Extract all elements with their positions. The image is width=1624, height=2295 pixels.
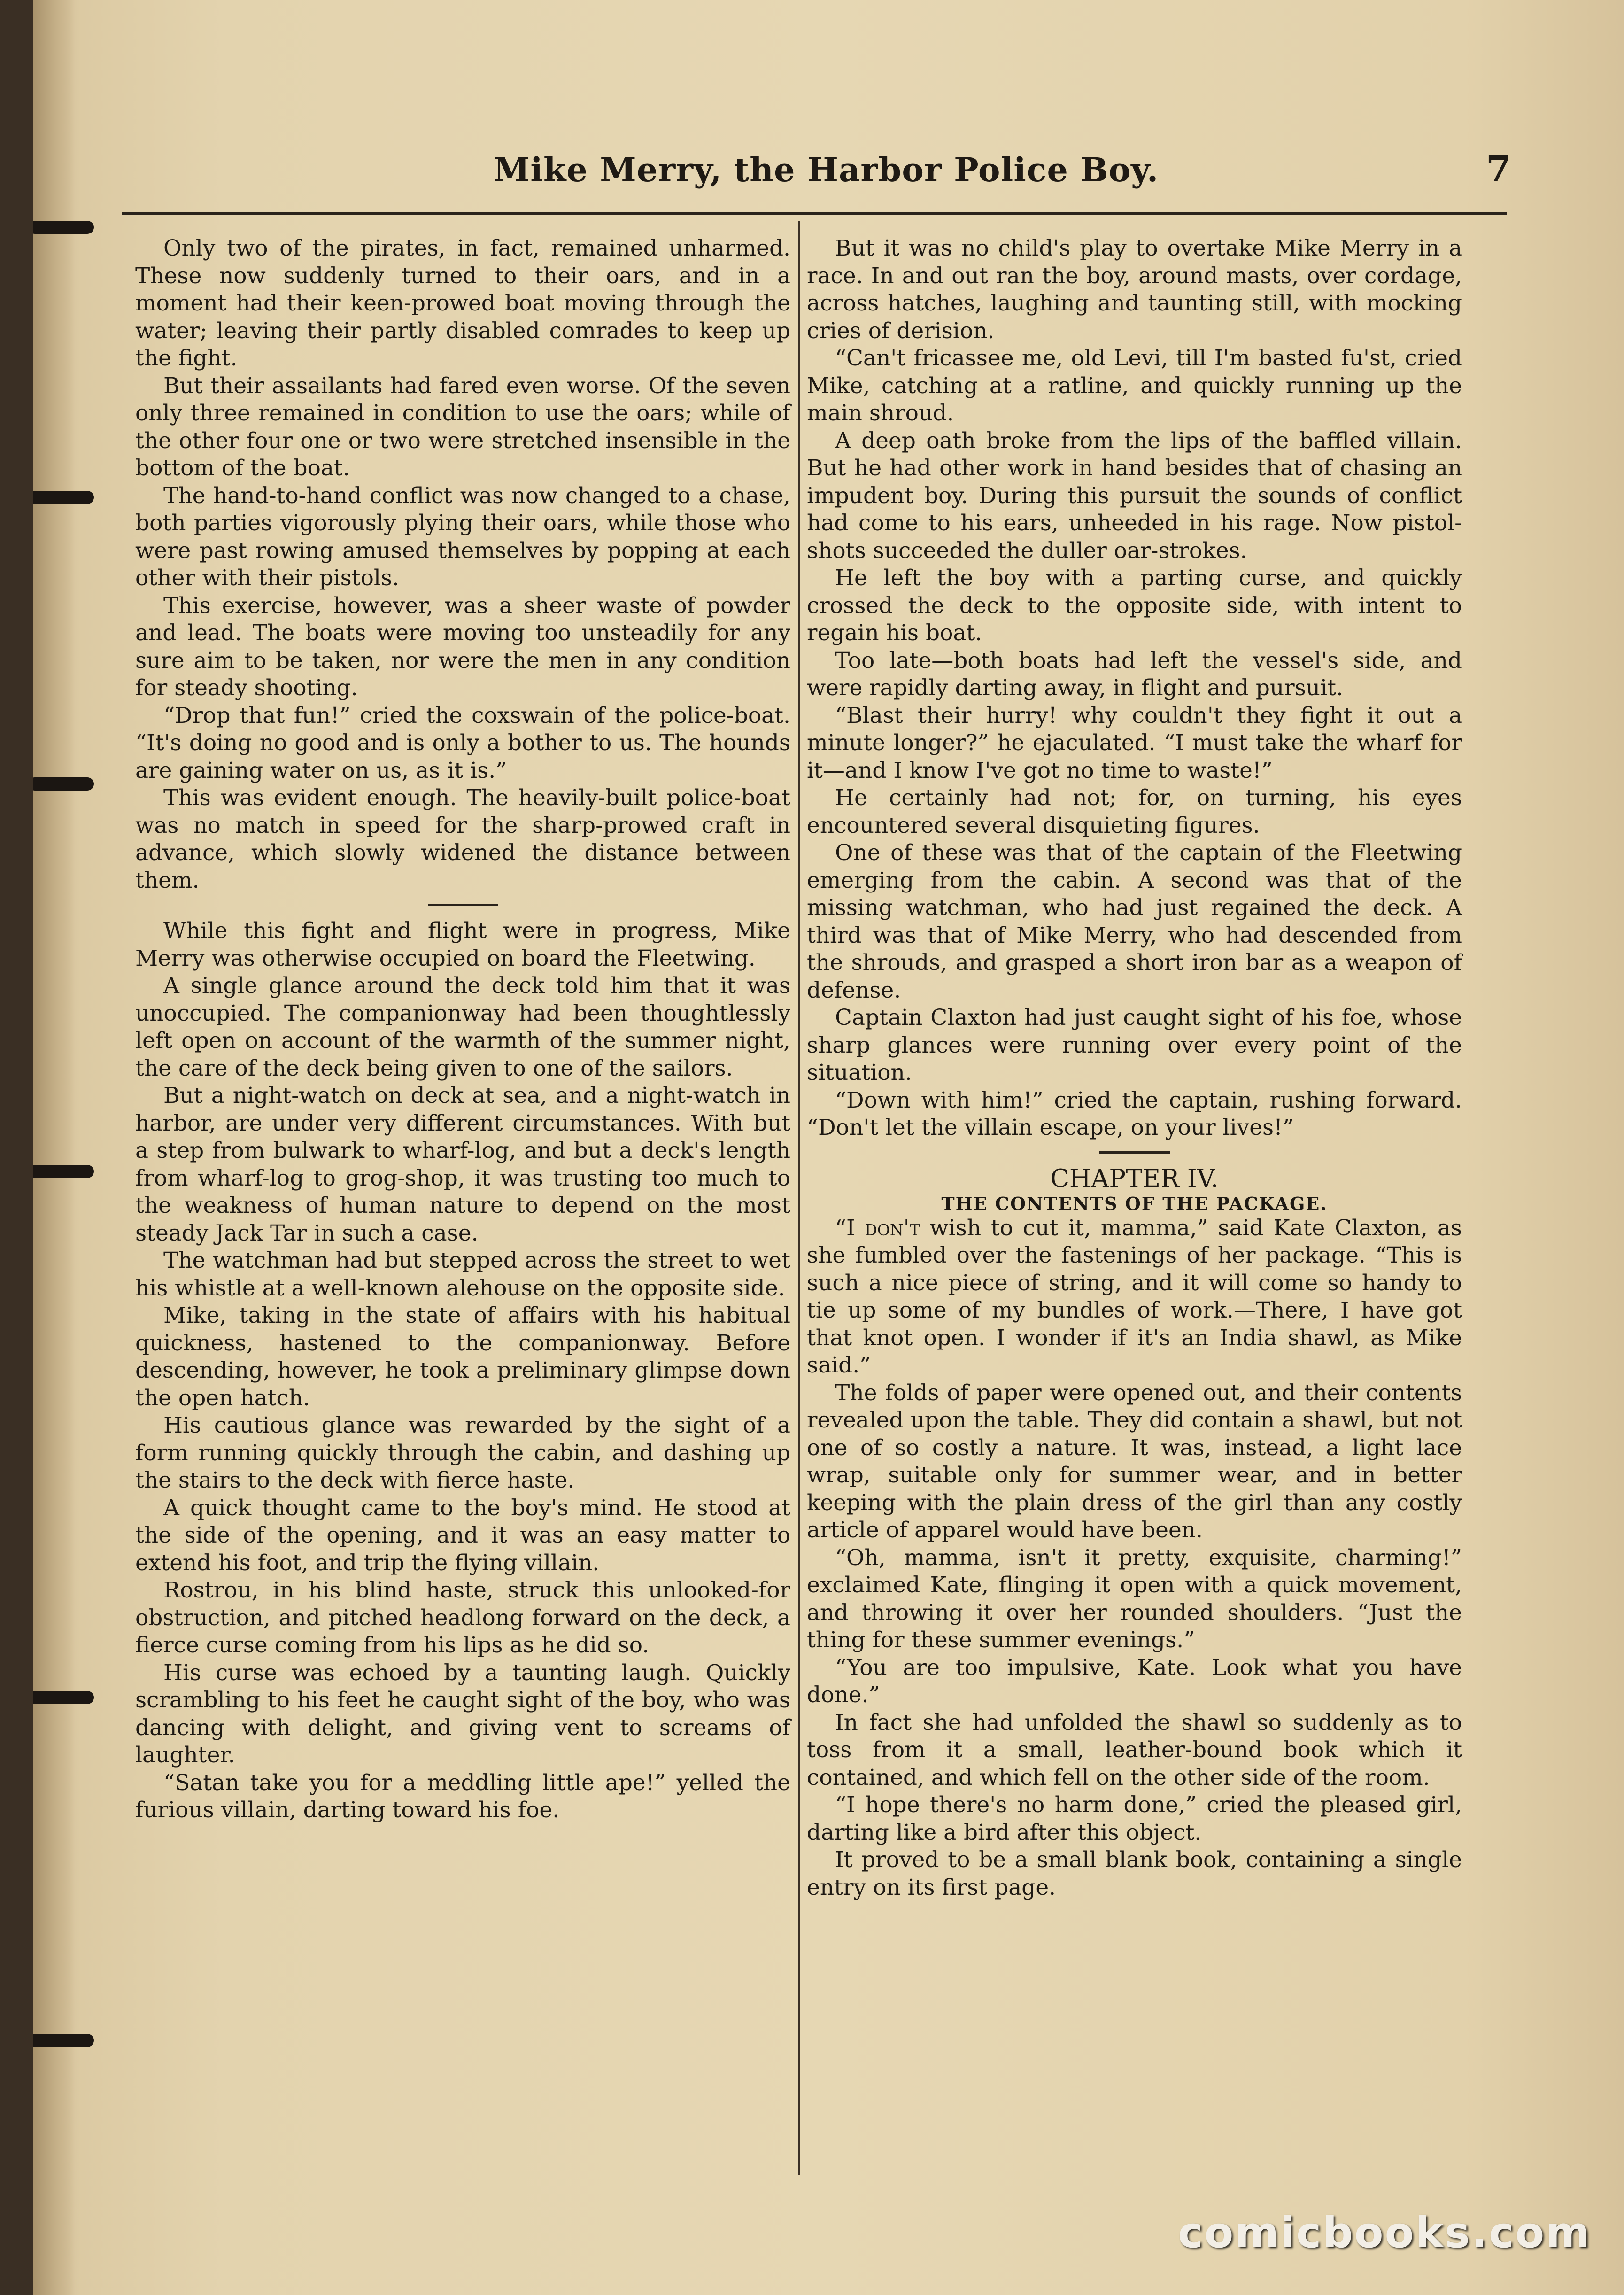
watermark: comicbooks.com: [1178, 2208, 1591, 2257]
paragraph: This exercise, however, was a sheer waste of powder and lead. The boats were moving too unsteadily for any sure aim to be taken, nor were the men in any condition for steady shooting.: [135, 592, 790, 701]
paragraph: Mike, taking in the state of affairs with his habitual quickness, hastened to the companionway. Before descending, however, he took a preliminary glimpse down the open hatch.: [135, 1303, 790, 1411]
paragraph: A single glance around the deck told him that it was unoccupied. The companionway had been thoughtlessly left open on account of the warmth of the summer night, the care of the deck being given to one of the sailors.: [135, 973, 790, 1081]
opening-quote: “I: [835, 1215, 865, 1241]
paragraph: The hand-to-hand conflict was now changed to a chase, both parties vigorously plying their oars, while those who were past rowing amused themselves by popping at each other with their pistols.: [135, 482, 790, 591]
right-column: [807, 235, 1462, 1901]
binding-stitch: [33, 221, 94, 234]
paragraph: A quick thought came to the boy's mind. He stood at the side of the opening, and it was an easy matter to extend his foot, and trip the flying villain.: [135, 1495, 790, 1576]
paragraph: “Oh, mamma, isn't it pretty, exquisite, charming!” exclaimed Kate, flinging it open with a quick movement, and throwing it over her rounded shoulders. “Just the thing for these summer evenings.”: [807, 1544, 1462, 1653]
binding-stitch: [33, 1165, 94, 1178]
column-divider: [798, 221, 800, 2175]
chapter-subtitle: THE CONTENTS OF THE PACKAGE.: [941, 1193, 1328, 1214]
paragraph: But it was no child's play to overtake Mike Merry in a race. In and out ran the boy, around masts, over cordage, across hatches, laughing and taunting still, with mocking cries of derision.: [807, 235, 1462, 344]
paragraph: “You are too impulsive, Kate. Look what you have done.”: [807, 1654, 1462, 1708]
paragraph: His curse was echoed by a taunting laugh. Quickly scrambling to his feet he caught sight of the boy, who was dancing with delight, and giving vent to screams of laughter.: [135, 1659, 790, 1768]
paragraph: This was evident enough. The heavily-built police-boat was no match in speed for the sharp-prowed craft in advance, which slowly widened the distance between them.: [135, 785, 790, 893]
paragraph: While this fight and flight were in progress, Mike Merry was otherwise occupied on board the Fleetwing.: [135, 918, 790, 971]
page-number: 7: [1485, 147, 1511, 190]
page-header: [122, 147, 1530, 207]
paragraph: [807, 1215, 1462, 1380]
binding-stitch: [33, 1691, 94, 1704]
binding-stitch: [33, 2034, 94, 2047]
left-column: [135, 235, 790, 1824]
paragraph: Rostrou, in his blind haste, struck this unlooked-for obstruction, and pitched headlong forward on the deck, a fierce curse coming from his lips as he did so.: [135, 1577, 790, 1658]
header-rule: [122, 212, 1507, 215]
paragraph: The folds of paper were opened out, and their contents revealed upon the table. They did contain a shawl, but not one of so costly a nature. It was, instead, a light lace wrap, suitable only for summer wear, and in better keeping with the plain dress of the girl than any costly article of apparel would have been.: [807, 1380, 1462, 1543]
paragraph: But a night-watch on deck at sea, and a night-watch in harbor, are under very different circumstances. With but a step from bulwark to wharf-log, and but a deck's length from wharf-log to grog-shop, it was trusting too much to the weakness of human nature to depend on the most steady Jack Tar in such a case.: [135, 1083, 790, 1246]
section-separator: [1099, 1151, 1170, 1154]
small-caps-word: don't: [865, 1215, 920, 1241]
paragraph: Too late—both boats had left the vessel's side, and were rapidly darting away, in flight and pursuit.: [807, 647, 1462, 701]
paragraph: “Satan take you for a meddling little ape!” yelled the furious villain, darting toward his foe.: [135, 1769, 790, 1823]
chapter-heading: CHAPTER IV.: [1050, 1164, 1219, 1193]
paragraph: One of these was that of the captain of the Fleetwing emerging from the cabin. A second was that of the missing watchman, who had just regained the deck. A third was that of Mike Merry, who had descended from the shrouds, and grasped a short iron bar as a weapon of defense.: [807, 840, 1462, 1003]
paragraph-text: wish to cut it, mamma,” said Kate Claxton, as she fumbled over the fastenings of her package. “This is such a nice piece of string, and it will come so handy to tie up some of my bundles of work.—There, I have got that knot open. I wonder if it's an India shawl, as Mike said.”: [807, 1215, 1462, 1378]
paragraph: He certainly had not; for, on turning, his eyes encountered several disquieting figures.: [807, 785, 1462, 838]
paragraph: But their assailants had fared even worse. Of the seven only three remained in condition to use the oars; while of the other four one or two were stretched insensible in the bottom of the boat.: [135, 372, 790, 481]
paragraph: He left the boy with a parting curse, and quickly crossed the deck to the opposite side, with intent to regain his boat.: [807, 565, 1462, 646]
paragraph: In fact she had unfolded the shawl so suddenly as to toss from it a small, leather-bound book which it contained, and which fell on the other side of the room.: [807, 1709, 1462, 1791]
paragraph: A deep oath broke from the lips of the baffled villain. But he had other work in hand besides that of chasing an impudent boy. During this pursuit the sounds of conflict had come to his ears, unheeded in his rage. Now pistol-shots succeeded the duller oar-strokes.: [807, 427, 1462, 564]
paragraph: “Drop that fun!” cried the coxswain of the police-boat. “It's doing no good and is only a bother to us. The hounds are gaining water on us, as it is.”: [135, 702, 790, 783]
paragraph: The watchman had but stepped across the street to wet his whistle at a well-known alehouse on the opposite side.: [135, 1248, 790, 1301]
paragraph: Captain Claxton had just caught sight of his foe, whose sharp glances were running over every point of the situation.: [807, 1005, 1462, 1085]
section-separator: [428, 904, 498, 906]
paragraph: “I hope there's no harm done,” cried the pleased girl, darting like a bird after this object.: [807, 1792, 1462, 1845]
paragraph: It proved to be a small blank book, containing a single entry on its first page.: [807, 1847, 1462, 1900]
paragraph: Only two of the pirates, in fact, remained unharmed. These now suddenly turned to their oars, and in a moment had their keen-prowed boat moving through the water; leaving their partly disabled comrades to keep up the fight.: [135, 235, 790, 371]
paragraph: “Down with him!” cried the captain, rushing forward. “Don't let the villain escape, on your lives!”: [807, 1087, 1462, 1140]
page-spine: [33, 0, 75, 2295]
binding-stitch: [33, 491, 94, 504]
paragraph: His cautious glance was rewarded by the sight of a form running quickly through the cabin, and dashing up the stairs to the deck with fierce haste.: [135, 1412, 790, 1493]
running-title: Mike Merry, the Harbor Police Boy.: [493, 150, 1159, 189]
binding-stitch: [33, 777, 94, 791]
paragraph: “Can't fricassee me, old Levi, till I'm basted fu'st, cried Mike, catching at a ratline, and quickly running up the main shroud.: [807, 345, 1462, 426]
paragraph: “Blast their hurry! why couldn't they fight it out a minute longer?” he ejaculated. “I must take the wharf for it—and I know I've got no time to waste!”: [807, 702, 1462, 783]
